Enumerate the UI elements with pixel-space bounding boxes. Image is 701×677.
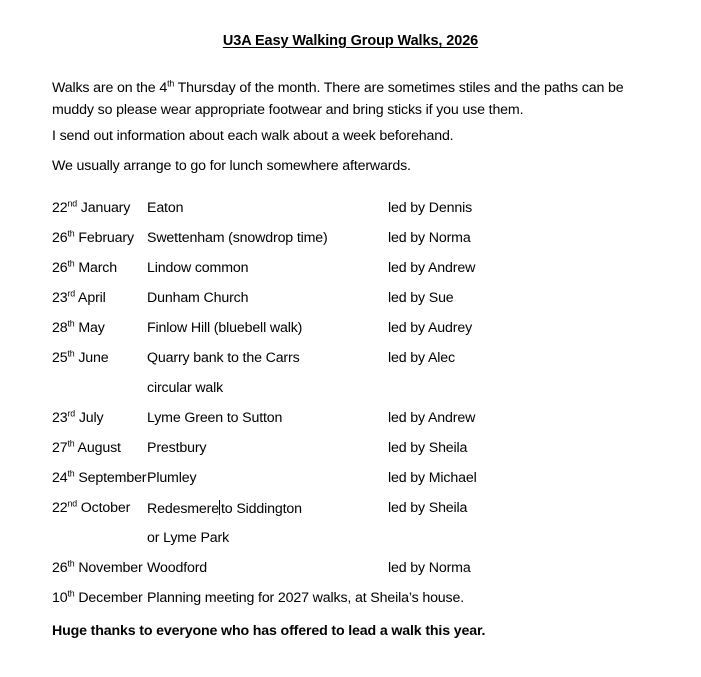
walk-day-ordinal: nd	[67, 198, 77, 209]
walk-day-ordinal: th	[67, 558, 75, 569]
walk-leader: led by Audrey	[388, 320, 473, 336]
walk-row	[0, 200, 701, 230]
walk-date	[52, 350, 109, 366]
walk-month: June	[78, 350, 109, 366]
walk-leader: led by Alec	[388, 350, 455, 366]
walk-location: Swettenham (snowdrop time)	[147, 230, 328, 246]
ordinal-suffix-4th: th	[167, 78, 175, 89]
walk-location-after-caret: to Siddington	[221, 501, 302, 517]
walk-date	[52, 200, 130, 216]
walk-row	[0, 590, 701, 620]
walk-day-ordinal: th	[67, 468, 75, 479]
walk-date	[52, 500, 130, 516]
walk-location[interactable]	[147, 500, 302, 517]
walk-leader: led by Sue	[388, 290, 454, 306]
walk-day-ordinal: rd	[67, 288, 76, 299]
walk-day-ordinal: th	[67, 348, 75, 359]
walk-date	[52, 440, 121, 456]
walk-row	[0, 560, 701, 590]
walk-location: Quarry bank to the Carrs	[147, 350, 300, 366]
walk-date	[52, 320, 105, 336]
walk-month: August	[77, 440, 121, 456]
walk-location-continuation: or Lyme Park	[147, 530, 230, 546]
walk-location: Lindow common	[147, 260, 249, 276]
walk-leader: led by Norma	[388, 560, 471, 576]
walk-row-continuation	[0, 530, 701, 560]
walk-leader: led by Sheila	[388, 440, 468, 456]
intro-paragraph-3: We usually arrange to go for lunch somewhere afterwards.	[52, 158, 411, 175]
walk-day: 26	[52, 560, 68, 576]
walk-date	[52, 590, 143, 606]
walk-location: Lyme Green to Sutton	[147, 410, 283, 426]
page-title-text: U3A Easy Walking Group Walks, 2026	[222, 33, 479, 49]
walk-leader: led by Andrew	[388, 260, 476, 276]
walk-month: July	[78, 410, 104, 426]
walk-day: 23	[52, 290, 68, 306]
walk-day-ordinal: th	[67, 258, 75, 269]
walk-date	[52, 260, 117, 276]
walk-leader: led by Dennis	[388, 200, 473, 216]
walk-leader: led by Michael	[388, 470, 477, 486]
walk-date	[52, 470, 146, 486]
walk-day: 24	[52, 470, 68, 486]
walk-month: January	[80, 200, 131, 216]
walk-day-ordinal: th	[67, 438, 75, 449]
walk-row	[0, 230, 701, 260]
walk-leader: led by Sheila	[388, 500, 468, 516]
walk-row	[0, 350, 701, 380]
walk-date	[52, 230, 134, 246]
walk-location-continuation: circular walk	[147, 380, 224, 396]
walk-row-continuation	[0, 380, 701, 410]
walk-day: 26	[52, 230, 68, 246]
walk-month: October	[80, 500, 131, 516]
walk-month: May	[78, 320, 105, 336]
walk-row	[0, 320, 701, 350]
intro-1-before: Walks are on the 4	[52, 80, 168, 97]
walk-location: Planning meeting for 2027 walks, at Sheila’s house.	[147, 590, 465, 606]
walk-location-before-caret: Redesmere	[147, 501, 219, 517]
walk-location: Dunham Church	[147, 290, 249, 306]
walks-schedule-list	[0, 200, 701, 620]
intro-1-after: Thursday of the month. There are sometimes stiles and the paths can be muddy so please wear appropriate footwear and bring sticks if you use them.	[52, 80, 624, 119]
page-title	[0, 33, 701, 49]
walk-day-ordinal: th	[67, 318, 75, 329]
walk-day: 26	[52, 260, 68, 276]
walk-month: November	[78, 560, 143, 576]
walk-month: February	[78, 230, 134, 246]
walk-day: 27	[52, 440, 68, 456]
walk-month: April	[78, 290, 106, 306]
walk-row	[0, 500, 701, 530]
walk-row	[0, 440, 701, 470]
walk-row	[0, 470, 701, 500]
walk-day-ordinal: th	[67, 588, 75, 599]
walk-month: March	[78, 260, 117, 276]
walk-day: 22	[52, 500, 68, 516]
walk-day: 28	[52, 320, 68, 336]
walk-date	[52, 410, 103, 426]
walk-row	[0, 290, 701, 320]
walk-day: 10	[52, 590, 68, 606]
walk-location: Woodford	[147, 560, 208, 576]
walk-month: September	[78, 470, 147, 486]
text-cursor-caret	[219, 500, 220, 515]
walk-date	[52, 290, 106, 306]
walk-row	[0, 260, 701, 290]
closing-note: Huge thanks to everyone who has offered to lead a walk this year.	[52, 623, 486, 639]
walk-leader: led by Norma	[388, 230, 471, 246]
walk-day: 23	[52, 410, 68, 426]
intro-paragraph-1	[52, 77, 657, 121]
walk-day-ordinal: nd	[67, 498, 77, 509]
walk-location: Prestbury	[147, 440, 207, 456]
walk-day: 25	[52, 350, 68, 366]
walk-row	[0, 410, 701, 440]
walk-day: 22	[52, 200, 68, 216]
walk-date	[52, 560, 143, 576]
walk-location: Plumley	[147, 470, 197, 486]
walk-location: Eaton	[147, 200, 184, 216]
walk-day-ordinal: th	[67, 228, 75, 239]
walk-leader: led by Andrew	[388, 410, 476, 426]
intro-paragraph-2: I send out information about each walk about a week beforehand.	[52, 128, 454, 145]
walk-day-ordinal: rd	[67, 408, 76, 419]
walk-location: Finlow Hill (bluebell walk)	[147, 320, 303, 336]
walk-month: December	[78, 590, 143, 606]
